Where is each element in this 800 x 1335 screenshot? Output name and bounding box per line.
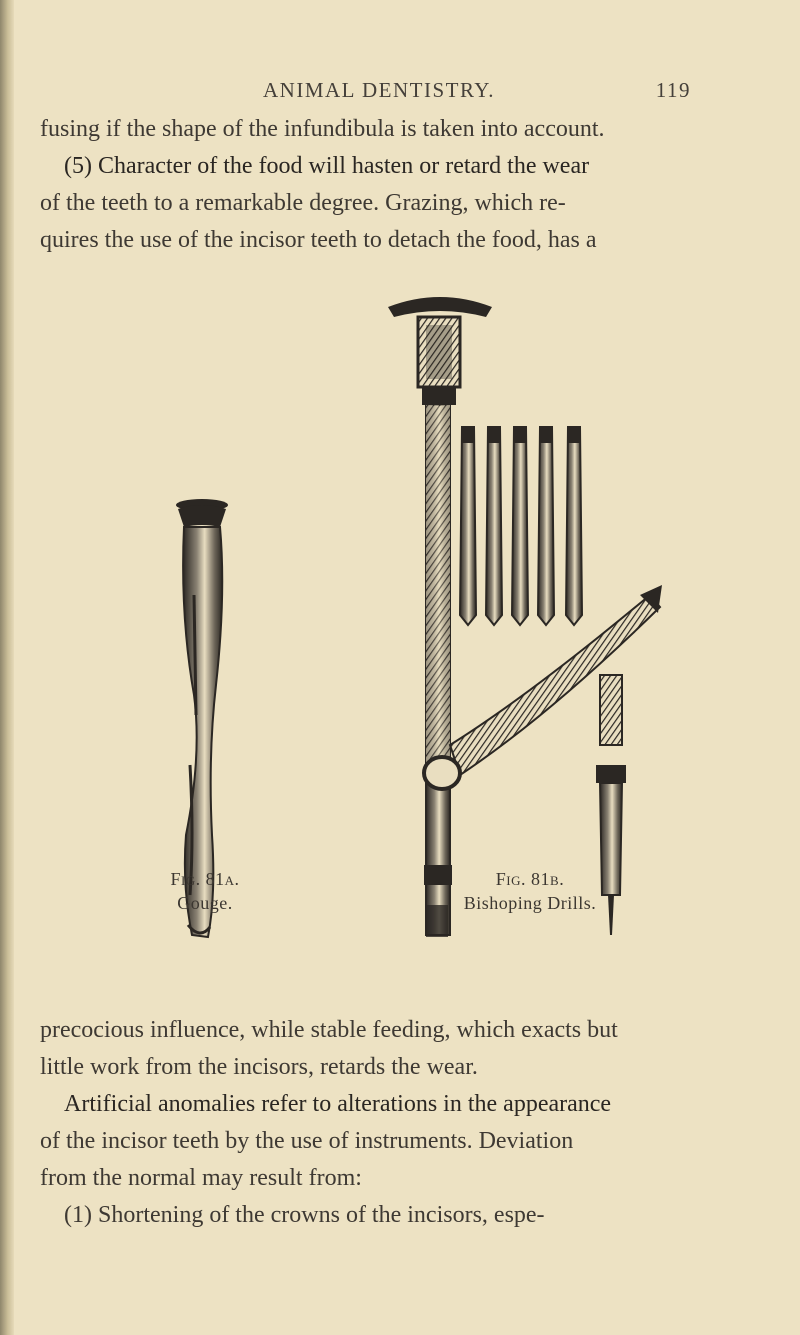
gouge-illustration [150, 295, 690, 945]
text-line: little work from the incisors, retards the wear. [40, 1054, 478, 1080]
text-line: Artificial anomalies refer to alterations in the appearance [64, 1091, 612, 1117]
running-title: ANIMAL DENTISTRY. [263, 78, 496, 102]
text-line: (5) Character of the food will hasten or retard the wear [64, 153, 590, 179]
text-line: from the normal may result from: [40, 1165, 362, 1191]
text-line: of the incisor teeth by the use of instruments. Deviation [40, 1128, 574, 1154]
fig-81a-title: Gouge. [177, 893, 233, 913]
text-line: fusing if the shape of the infundibula is taken into account. [40, 116, 605, 142]
fig-81b-label: Fig. 81b. [495, 869, 565, 889]
text-line: quires the use of the incisor teeth to detach the food, has a [40, 227, 597, 253]
running-header [255, 78, 695, 108]
fig-81a-caption [150, 867, 260, 915]
book-binding-edge [0, 0, 14, 1335]
text-line: precocious influence, while stable feeding, which exacts but [40, 1017, 618, 1043]
text-line: of the teeth to a remarkable degree. Grazing, which re- [40, 190, 566, 216]
bishoping-drill-long [388, 297, 492, 937]
bottom-paragraph [40, 1012, 742, 1234]
figure-81 [150, 295, 690, 945]
top-paragraph [40, 111, 742, 259]
fig-81b-title: Bishoping Drills. [463, 893, 597, 913]
drill-bits [460, 427, 582, 625]
text-line: (1) Shortening of the crowns of the incisors, espe- [64, 1202, 545, 1228]
fig-81b-caption [450, 867, 610, 915]
fig-81a-label: Fig. 81a. [170, 869, 240, 889]
page-number: 119 [655, 78, 691, 102]
